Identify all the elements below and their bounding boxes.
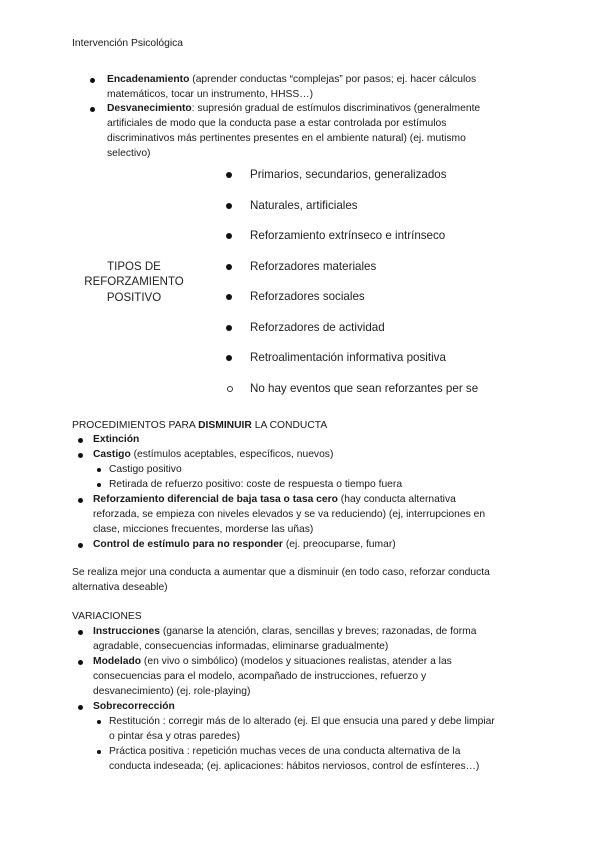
bullet-icon [226,172,232,178]
term-control-estimulo: Control de estímulo para no responder [93,539,283,550]
bullet-icon [78,705,83,710]
page-header: Intervención Psicológica [72,38,184,49]
sub-item-continuation: conducta indeseada; (ej. aplicaciones: hábitos nerviosos, control de esfínteres…) [109,761,480,772]
list-item-continuation: consecuencias para el modelo, acompañado de instrucciones, refuerzo y [93,671,427,682]
list-item-continuation: agradable, consecuencias informadas, eliminarse gradualmente) [93,641,389,652]
sub-bullet-icon [97,468,101,472]
diagram-title [80,260,188,306]
list-item-continuation: selectivo) [107,148,151,159]
list-item-reforzamiento-diferencial [93,492,456,507]
term-reforzamiento-diferencial: Reforzamiento diferencial de baja tasa o tasa cero [93,494,338,505]
sub-item-continuation: o pintar ésa y otras paredes) [109,731,241,742]
list-item-instrucciones [93,624,476,639]
list-item-continuation: clase, micciones frecuentes, morderse las uñas) [93,524,314,535]
bullet-icon [78,453,83,458]
diagram-item: Naturales, artificiales [250,199,358,212]
heading-bold: DISMINUIR [198,420,252,431]
sub-bullet-icon [97,483,101,487]
sub-item-practica-positiva: Práctica positiva : repetición muchas veces de una conducta alternativa de la [109,746,461,757]
bullet-icon [226,294,232,300]
desc-line: (hay conducta alternativa [337,494,456,505]
list-item-encadenamiento [107,72,476,87]
diagram-sub-item: No hay eventos que sean reforzantes per se [250,382,479,395]
desc-line: (ganarse la atención, claras, sencillas y breves; razonadas, de forma [159,626,477,637]
list-item-modelado [93,654,452,669]
bullet-icon [226,203,232,209]
list-item-continuation: artificiales de modo que la conducta pase a estar controlada por estímulos [107,118,447,129]
diagram-item: Primarios, secundarios, generalizados [250,168,447,181]
bullet-icon [226,355,232,361]
sub-item-restitucion: Restitución : corregir más de lo alterado (ej. El que ensucia una pared y debe limpiar [109,716,495,727]
desc-line: : supresión gradual de estímulos discriminativos (generalmente [191,103,481,114]
hollow-bullet-icon [227,386,233,392]
diagram-title-line: REFORZAMIENTO [84,276,184,289]
desc-line: (estímulos aceptables, específicos, nuevos) [130,449,334,460]
term-modelado: Modelado [93,656,142,667]
section-heading-variaciones: VARIACIONES [72,611,142,622]
sub-bullet-icon [97,720,101,724]
list-item-control-estimulo [93,537,396,552]
list-item-continuation: reforzada, se empieza con niveles elevados y se va reduciendo) (ej, interrupciones en [93,509,486,520]
diagram-item: Reforzadores materiales [250,260,377,273]
bullet-icon [226,325,232,331]
diagram-title-line: POSITIVO [106,291,162,304]
list-item-sobrecorreccion: Sobrecorrección [93,701,175,712]
term-castigo: Castigo [93,449,131,460]
list-item-continuation: matemáticos, tocar un instrumento, HHSS…) [107,89,314,100]
note-paragraph: Se realiza mejor una conducta a aumentar que a disminuir (en todo caso, reforzar conducta [72,567,490,578]
sub-bullet-icon [97,750,101,754]
note-paragraph: alternativa deseable) [72,582,168,593]
diagram-item: Retroalimentación informativa positiva [250,351,446,364]
term-desvanecimiento: Desvanecimiento [107,103,192,114]
list-item-continuation: desvanecimiento) (ej. role-playing) [93,686,251,697]
bullet-icon [78,660,83,665]
sub-item: Castigo positivo [109,464,182,475]
diagram-title-line: TIPOS DE [107,261,161,273]
term-encadenamiento: Encadenamiento [107,74,190,85]
heading-part: PROCEDIMIENTOS PARA [72,420,199,431]
diagram-item: Reforzadores de actividad [250,321,385,334]
bullet-icon [90,107,95,112]
list-item-extincion: Extinción [93,434,140,445]
bullet-icon [226,233,232,239]
list-item-castigo [93,447,333,462]
term-instrucciones: Instrucciones [93,626,160,637]
list-item-desvanecimiento [107,101,480,116]
diagram-item: Reforzamiento extrínseco e intrínseco [250,229,446,242]
bullet-icon [78,630,83,635]
bullet-icon [90,78,95,83]
desc-line: (aprender conductas “complejas” por pasos; ej. hacer cálculos [189,74,477,85]
bullet-icon [78,438,83,443]
heading-part: LA CONDUCTA [251,420,328,431]
bullet-icon [78,498,83,503]
sub-item: Retirada de refuerzo positivo: coste de respuesta o tiempo fuera [109,479,403,490]
desc-line: (ej. preocuparse, fumar) [282,539,396,550]
list-item-continuation: discriminativos más pertinentes presentes en el ambiente natural) (ej. mutismo [107,133,466,144]
desc-line: (en vivo o simbólico) (modelos y situaciones realistas, atender a las [141,656,452,667]
diagram-item: Reforzadores sociales [250,290,365,303]
bullet-icon [78,543,83,548]
bullet-icon [226,264,232,270]
